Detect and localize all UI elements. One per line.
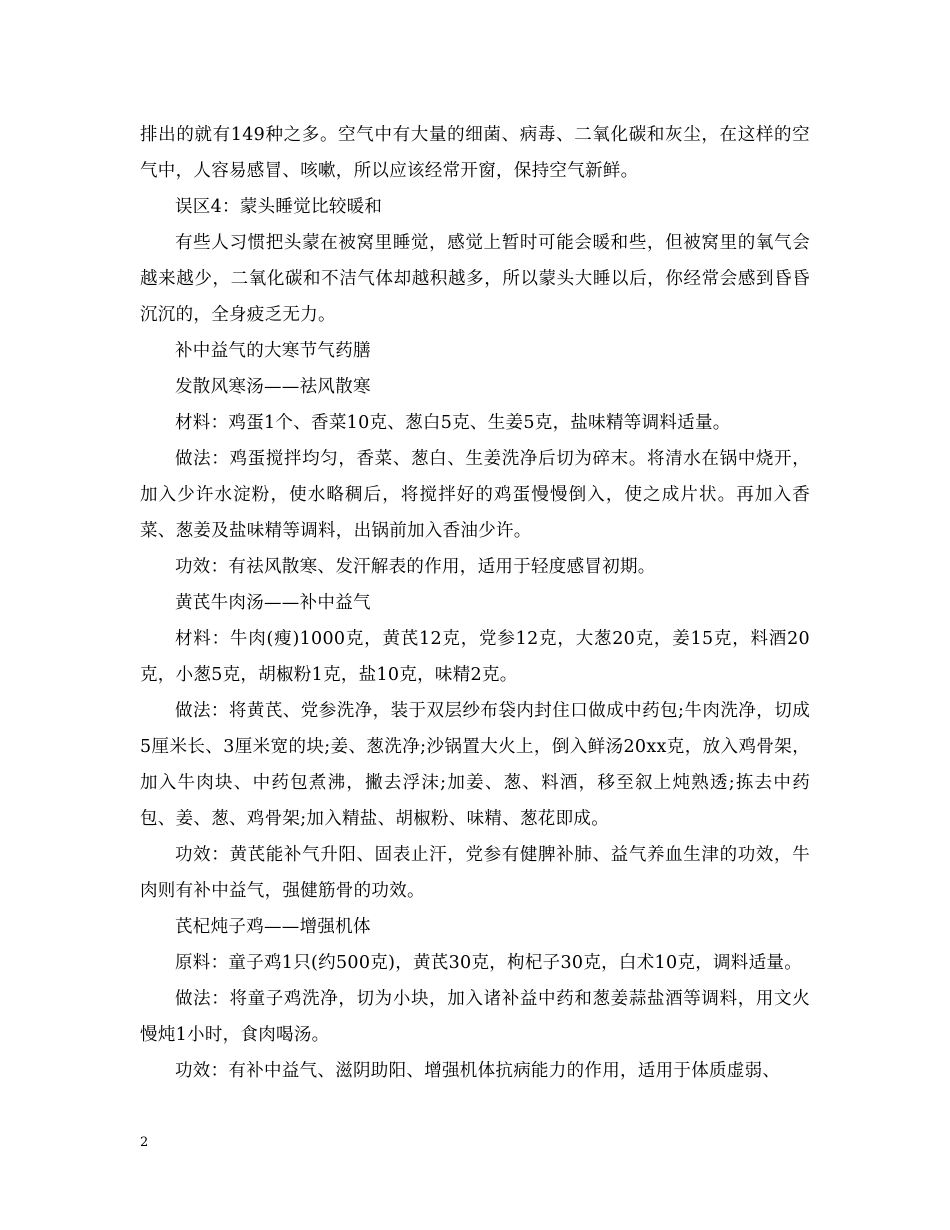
page-number: 2 <box>140 1135 149 1150</box>
section-heading: 误区4：蒙头睡觉比较暖和 <box>175 197 383 217</box>
recipe-ingredients: 材料：牛肉(瘦)1000克，黄芪12克，党参12克，大葱20克，姜15克，料酒20克，小葱5克，胡椒粉1克，盐10克，味精2克。 <box>140 629 810 685</box>
paragraph: 有些人习惯把头蒙在被窝里睡觉，感觉上暂时可能会暖和些，但被窝里的氧气会越来越少，二氧化碳和不洁气体却越积越多，所以蒙头大睡以后，你经常会感到昏昏沉沉的，全身疲乏无力。 <box>140 233 810 325</box>
recipe-effect: 功效：有祛风散寒、发汗解表的作用，适用于轻度感冒初期。 <box>175 557 656 577</box>
recipe-ingredients: 材料：鸡蛋1个、香菜10克、葱白5克、生姜5克，盐味精等调料适量。 <box>175 413 731 433</box>
recipe-title: 芪杞炖子鸡——增强机体 <box>175 917 371 937</box>
recipe-effect: 功效：有补中益气、滋阴助阳、增强机体抗病能力的作用，适用于体质虚弱、 <box>175 1061 781 1081</box>
recipe-method: 做法：鸡蛋搅拌均匀，香菜、葱白、生姜洗净后切为碎末。将清水在锅中烧开，加入少许水淀粉，使水略稠后，将搅拌好的鸡蛋慢慢倒入，使之成片状。再加入香菜、葱姜及盐味精等调料，出锅前加入香油少许。 <box>140 449 810 541</box>
recipe-title: 黄芪牛肉汤——补中益气 <box>175 593 371 613</box>
recipe-method: 做法：将童子鸡洗净，切为小块，加入诸补益中药和葱姜蒜盐酒等调料，用文火慢炖1小时，食肉喝汤。 <box>140 989 810 1045</box>
recipe-title: 发散风寒汤——祛风散寒 <box>175 377 371 397</box>
paragraph: 排出的就有149种之多。空气中有大量的细菌、病毒、二氧化碳和灰尘，在这样的空气中，人容易感冒、咳嗽，所以应该经常开窗，保持空气新鲜。 <box>140 125 810 181</box>
recipe-effect: 功效：黄芪能补气升阳、固表止汗，党参有健脾补肺、益气养血生津的功效，牛肉则有补中益气，强健筋骨的功效。 <box>140 845 810 901</box>
section-heading: 补中益气的大寒节气药膳 <box>175 341 371 361</box>
document-body <box>140 117 810 1089</box>
recipe-method: 做法：将黄芪、党参洗净，装于双层纱布袋内封住口做成中药包;牛肉洗净，切成5厘米长、3厘米宽的块;姜、葱洗净;沙锅置大火上，倒入鲜汤20xx克，放入鸡骨架，加入牛肉块、中药包煮沸，撇去浮沫;加姜、葱、料酒，移至叙上炖熟透;拣去中药包、姜、葱、鸡骨架;加入精盐、胡椒粉、味精、葱花即成。 <box>140 701 810 829</box>
recipe-ingredients: 原料：童子鸡1只(约500克)，黄芪30克，枸杞子30克，白术10克，调料适量。 <box>175 953 802 973</box>
